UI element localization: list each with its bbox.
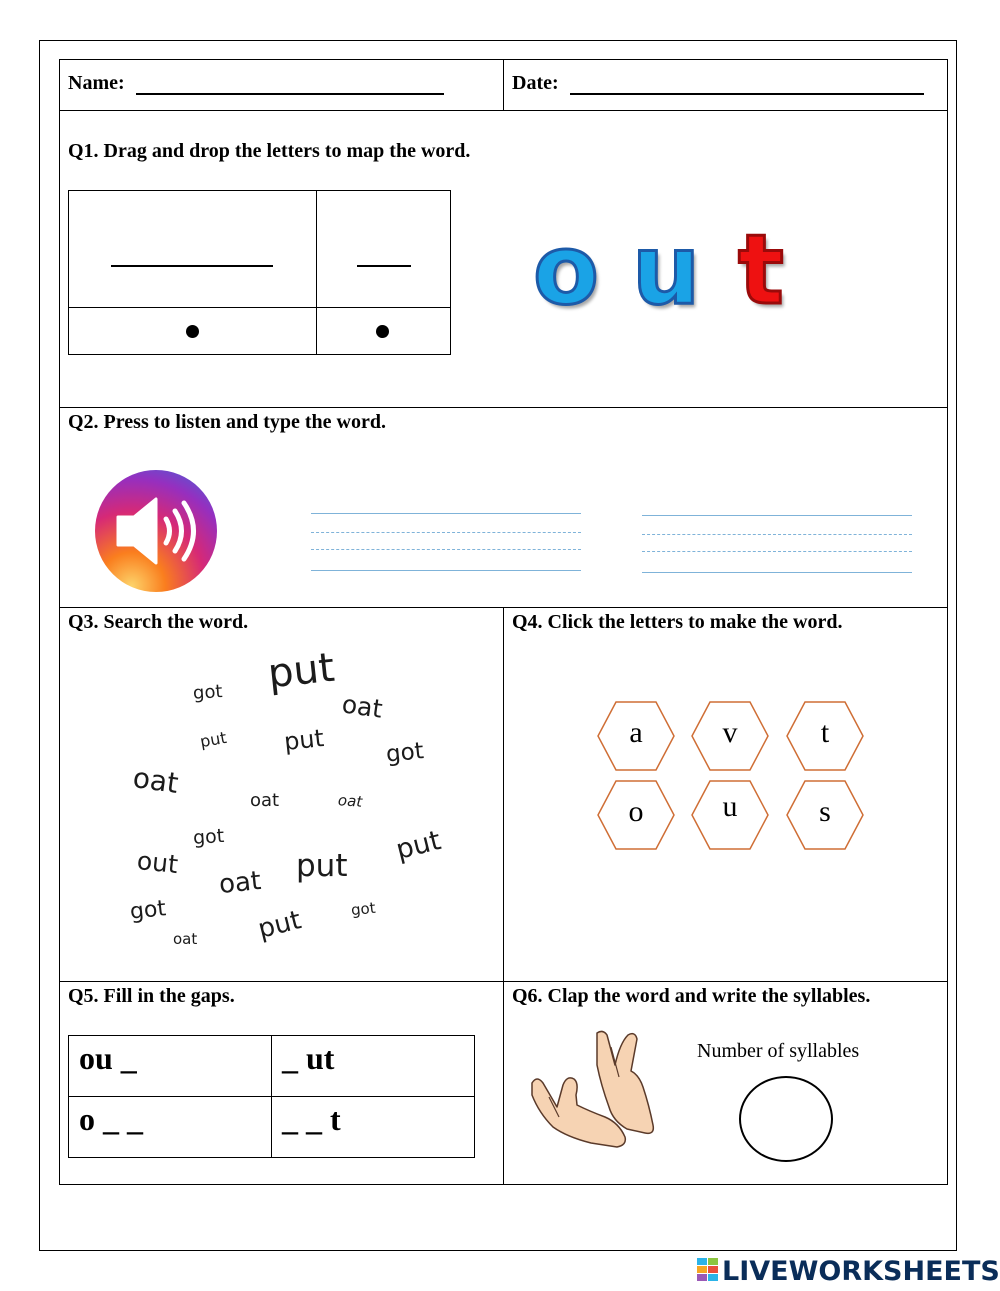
- cloud-word[interactable]: oat: [130, 761, 181, 800]
- cloud-word[interactable]: oat: [250, 790, 280, 811]
- q3-title: Q3. Search the word.: [68, 611, 249, 633]
- liveworksheets-logo: LIVEWORKSHEETS: [722, 1256, 1000, 1287]
- cloud-word[interactable]: put: [265, 644, 337, 698]
- cloud-word[interactable]: out: [135, 845, 180, 880]
- hex-letter-label: t: [820, 716, 830, 749]
- cloud-word[interactable]: put: [255, 905, 305, 945]
- cloud-word[interactable]: got: [128, 896, 168, 925]
- q1-answer-line: [111, 265, 273, 267]
- q1-drop-zone-2[interactable]: [316, 190, 451, 308]
- gap-cell[interactable]: o _ _: [68, 1096, 272, 1158]
- speaker-button[interactable]: [94, 469, 218, 593]
- cloud-word[interactable]: oat: [173, 930, 198, 948]
- cloud-word[interactable]: got: [384, 738, 425, 768]
- cloud-word[interactable]: put: [392, 825, 444, 866]
- grid-line: [947, 59, 948, 1185]
- cloud-word[interactable]: got: [192, 824, 225, 850]
- hex-letter-label: u: [722, 790, 738, 823]
- cloud-word[interactable]: put: [296, 848, 348, 884]
- sound-dot: [376, 325, 389, 338]
- name-label: Name:: [68, 72, 125, 94]
- cloud-word[interactable]: put: [282, 723, 326, 757]
- draggable-letter-o[interactable]: o: [533, 214, 599, 326]
- hex-letter-v[interactable]: [691, 701, 769, 771]
- q5-title: Q5. Fill in the gaps.: [68, 985, 235, 1007]
- hex-letter-a[interactable]: [597, 701, 675, 771]
- syllables-label: Number of syllables: [697, 1040, 860, 1062]
- q1-answer-line: [357, 265, 411, 267]
- q2-writing-field-2[interactable]: [642, 515, 912, 575]
- q2-writing-field-1[interactable]: [311, 513, 581, 573]
- q1-sound-dot-cell: [316, 307, 451, 355]
- cloud-word[interactable]: oat: [340, 689, 385, 724]
- draggable-letter-u[interactable]: u: [632, 214, 701, 326]
- cloud-word[interactable]: oat: [337, 791, 363, 811]
- hex-letter-label: s: [819, 795, 831, 828]
- gap-cell[interactable]: ou _: [68, 1035, 272, 1097]
- q6-title: Q6. Clap the word and write the syllables.: [512, 985, 871, 1007]
- grid-line: [59, 59, 60, 1185]
- clapping-hands-icon: [527, 1025, 662, 1150]
- date-row: [512, 72, 924, 95]
- cloud-word[interactable]: got: [192, 680, 224, 705]
- cloud-word[interactable]: put: [198, 727, 229, 752]
- sound-dot: [186, 325, 199, 338]
- hex-letter-label: v: [722, 716, 738, 749]
- grid-line: [503, 607, 504, 1185]
- speaker-icon: [94, 469, 218, 593]
- name-field[interactable]: [136, 75, 444, 95]
- q1-title: Q1. Drag and drop the letters to map the word.: [68, 140, 471, 162]
- grid-line: [59, 1184, 948, 1185]
- q2-title: Q2. Press to listen and type the word.: [68, 411, 386, 433]
- q4-title: Q4. Click the letters to make the word.: [512, 611, 843, 633]
- hex-letter-u[interactable]: [691, 780, 769, 850]
- date-field[interactable]: [570, 75, 924, 95]
- word-cloud: [60, 630, 503, 980]
- grid-line: [503, 59, 504, 111]
- name-row: [68, 72, 444, 95]
- liveworksheets-logo-icon: [697, 1258, 719, 1280]
- grid-line: [59, 981, 948, 982]
- q1-sound-dot-cell: [68, 307, 317, 355]
- grid-line: [59, 407, 948, 408]
- draggable-letter-t[interactable]: t: [738, 214, 784, 326]
- hex-letter-t[interactable]: [786, 701, 864, 771]
- hex-letter-label: a: [629, 716, 643, 749]
- date-label: Date:: [512, 72, 559, 94]
- hex-letter-o[interactable]: [597, 780, 675, 850]
- hex-letter-s[interactable]: [786, 780, 864, 850]
- gap-cell[interactable]: _ _ t: [271, 1096, 475, 1158]
- q1-drop-zone-1[interactable]: [68, 190, 317, 308]
- hex-letter-label: o: [628, 795, 644, 828]
- gap-cell[interactable]: _ ut: [271, 1035, 475, 1097]
- syllables-answer-circle[interactable]: [739, 1076, 833, 1162]
- cloud-word[interactable]: oat: [217, 865, 263, 901]
- cloud-word[interactable]: got: [350, 898, 377, 920]
